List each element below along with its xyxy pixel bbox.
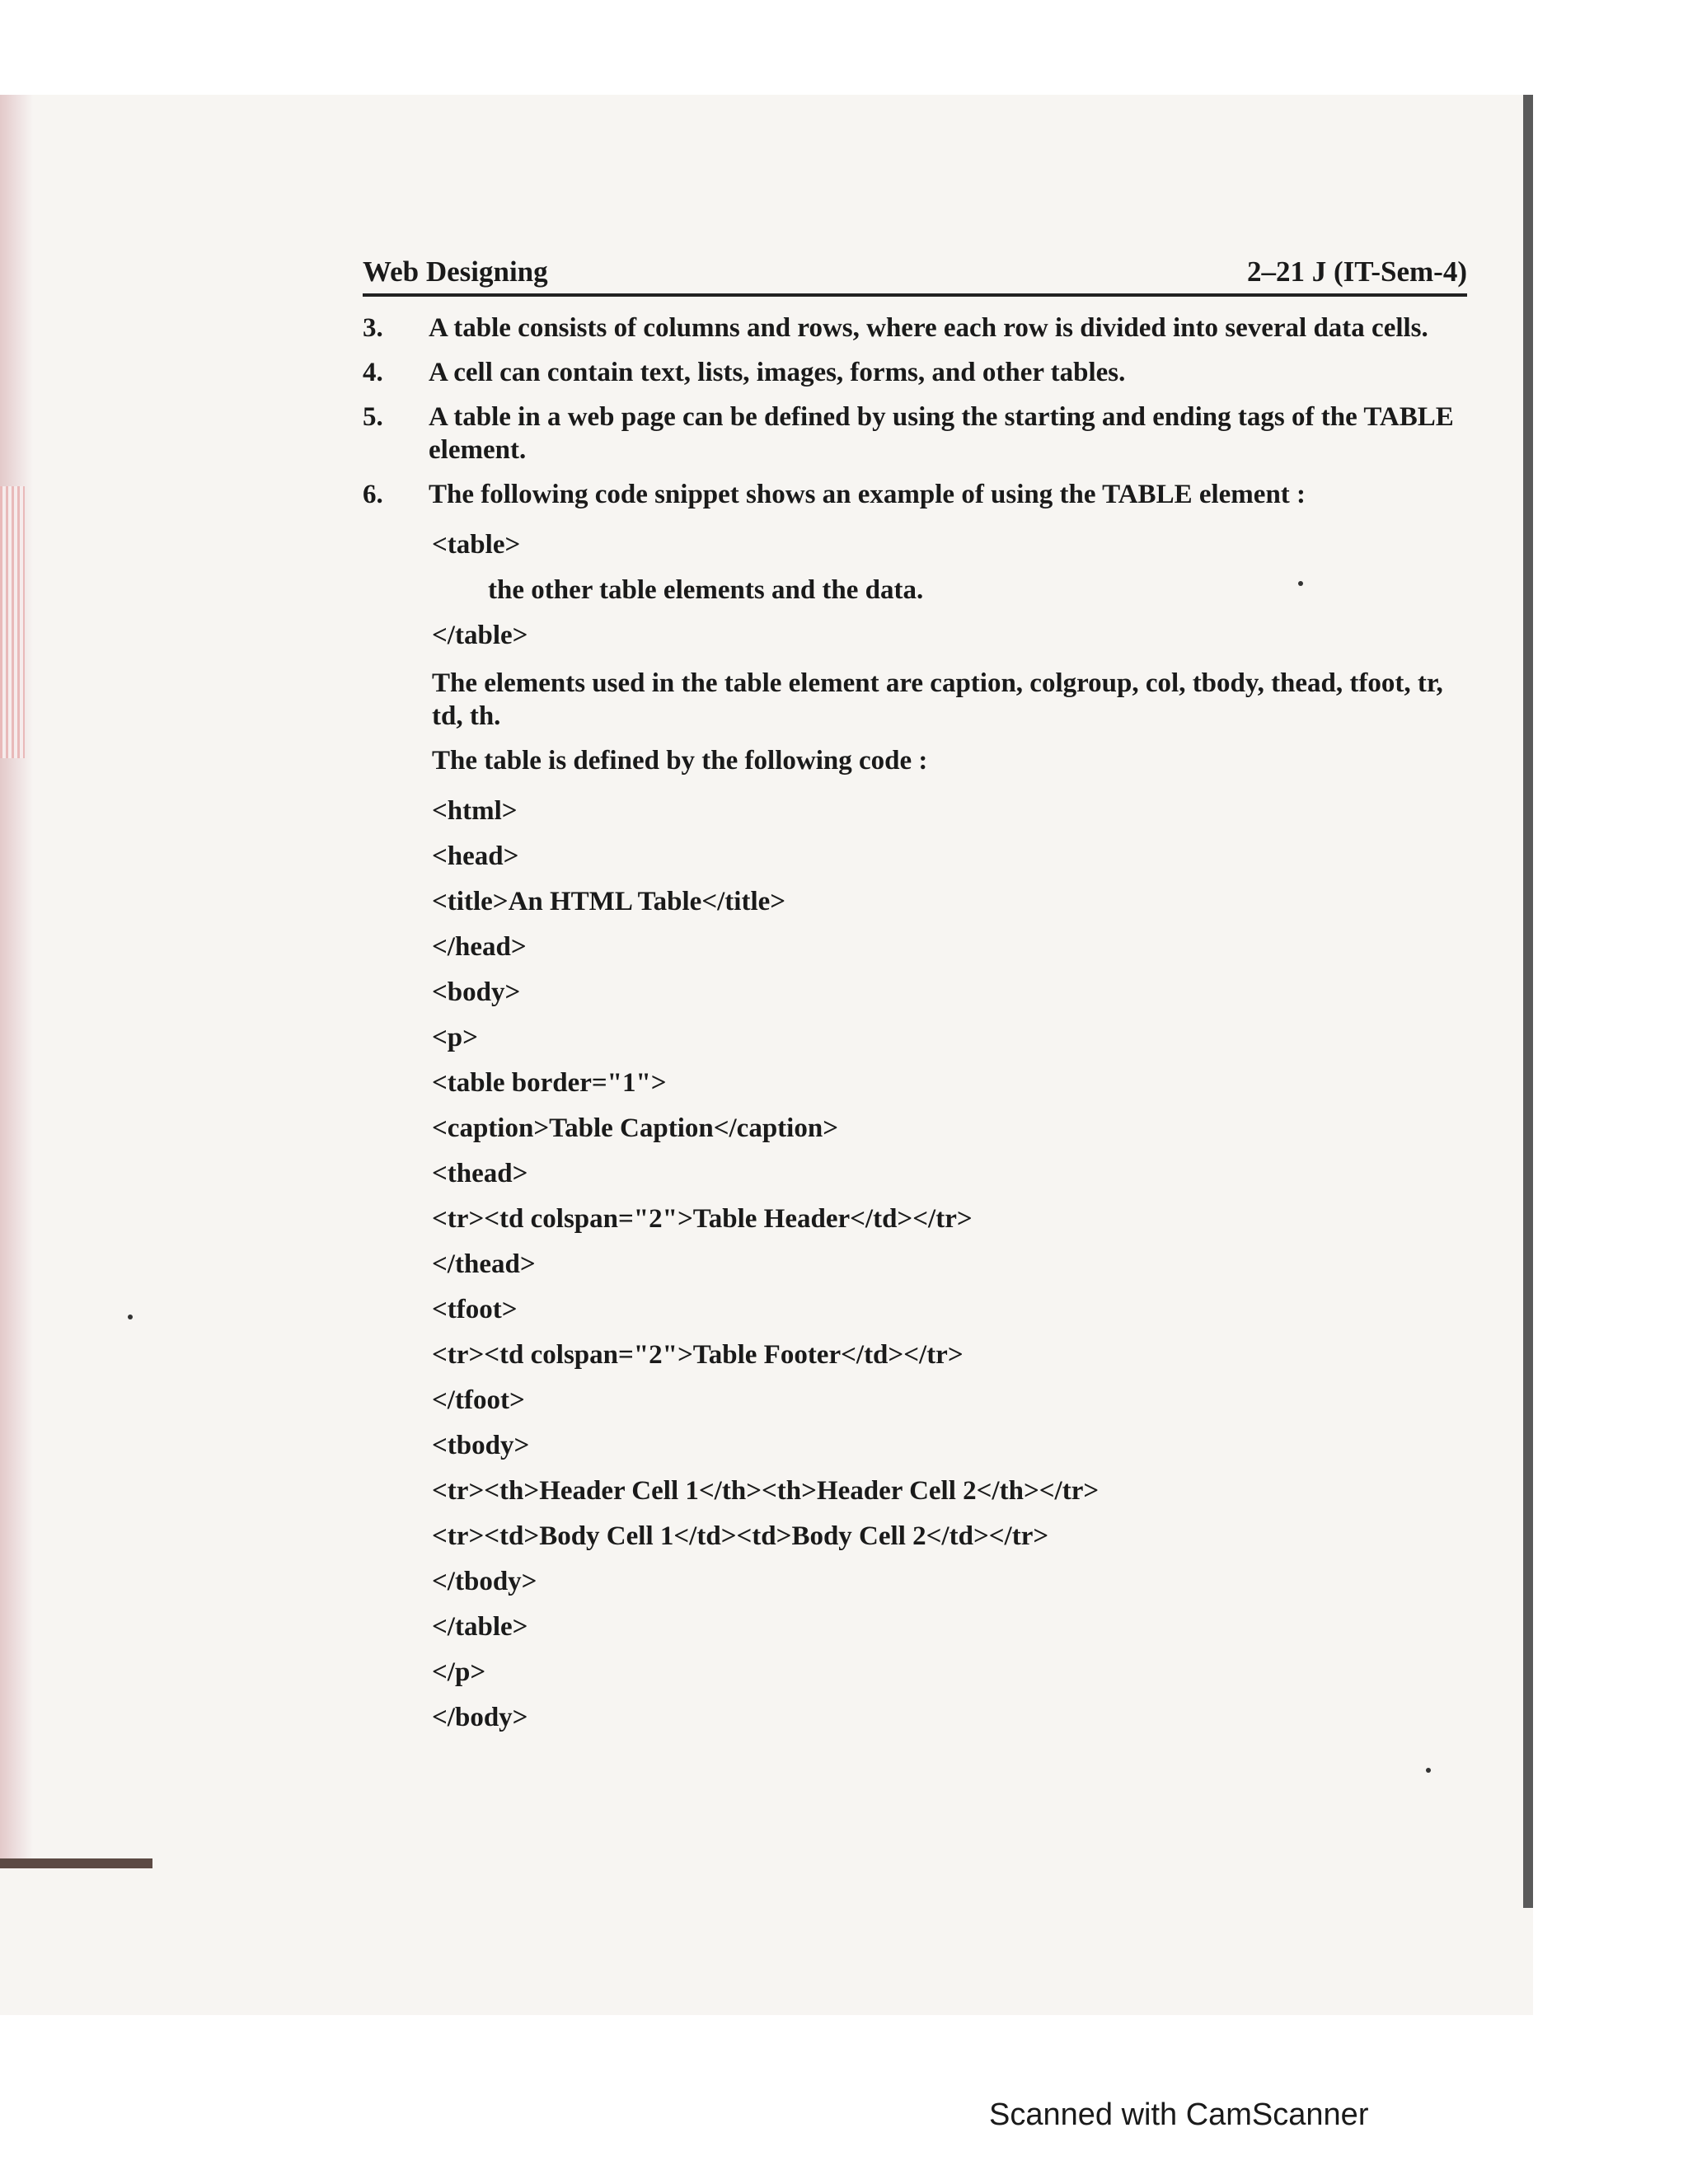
item-number: 5. <box>363 402 383 432</box>
code-line: </table> <box>432 1612 528 1642</box>
list-item <box>363 478 1467 511</box>
code-line: </tbody> <box>432 1567 537 1596</box>
code-line: <head> <box>432 841 519 871</box>
page-left-edge <box>0 95 33 1867</box>
code-line: <title>An HTML Table</title> <box>432 887 786 916</box>
code-line: </thead> <box>432 1249 536 1279</box>
code-line: <table> <box>432 530 521 560</box>
scan-speck <box>128 1315 133 1319</box>
item-number: 3. <box>363 313 383 343</box>
elements-paragraph: The elements used in the table element are caption, colgroup, col, tbody, thead, tfoot, tr, td, th. <box>432 668 1443 731</box>
item-text: A table in a web page can be defined by using the starting and ending tags of the TABLE element. <box>429 402 1454 465</box>
html-code-listing <box>432 789 1467 1741</box>
code-intro-paragraph: The table is defined by the following code : <box>432 746 928 776</box>
code-line: <p> <box>432 1023 478 1052</box>
scanner-watermark: Scanned with CamScanner <box>989 2097 1369 2132</box>
item-number: 6. <box>363 480 383 509</box>
code-line: </tfoot> <box>432 1385 525 1415</box>
code-line: </p> <box>432 1657 486 1687</box>
numbered-list <box>363 312 1467 511</box>
code-line: <table border="1"> <box>432 1068 667 1098</box>
code-line: <tr><td colspan="2">Table Footer</td></tr> <box>432 1340 964 1370</box>
header-book-title: Web Designing <box>363 255 548 288</box>
code-line: </body> <box>432 1703 528 1732</box>
running-header <box>363 255 1467 297</box>
scan-artifact-strip <box>0 1858 152 1868</box>
code-line: <tr><td>Body Cell 1</td><td>Body Cell 2</td></tr> <box>432 1521 1049 1551</box>
code-line: </head> <box>432 932 527 962</box>
scan-artifact-stripes <box>0 486 25 758</box>
code-line: <tr><th>Header Cell 1</th><th>Header Cell 2</th></tr> <box>432 1476 1100 1506</box>
book-spine-shadow <box>1523 95 1533 1908</box>
code-line: <html> <box>432 796 518 826</box>
code-line: <body> <box>432 977 521 1007</box>
page-content <box>363 255 1467 1741</box>
code-line: <tbody> <box>432 1431 530 1460</box>
item-text: The following code snippet shows an example of using the TABLE element : <box>429 480 1306 509</box>
code-line: <thead> <box>432 1159 528 1188</box>
table-snippet <box>432 523 1467 658</box>
code-line: the other table elements and the data. <box>488 575 924 605</box>
list-item <box>363 401 1467 466</box>
list-item <box>363 356 1467 389</box>
code-line: <caption>Table Caption</caption> <box>432 1113 839 1143</box>
scan-speck <box>1426 1768 1431 1773</box>
header-page-number: 2–21 J (IT-Sem-4) <box>1246 255 1467 288</box>
code-line: </table> <box>432 621 528 650</box>
item-text: A cell can contain text, lists, images, forms, and other tables. <box>429 358 1126 387</box>
code-line: <tfoot> <box>432 1295 518 1324</box>
item-number: 4. <box>363 358 383 387</box>
code-line: <tr><td colspan="2">Table Header</td></tr> <box>432 1204 973 1234</box>
item-text: A table consists of columns and rows, where each row is divided into several data cells. <box>429 313 1428 343</box>
list-item <box>363 312 1467 344</box>
